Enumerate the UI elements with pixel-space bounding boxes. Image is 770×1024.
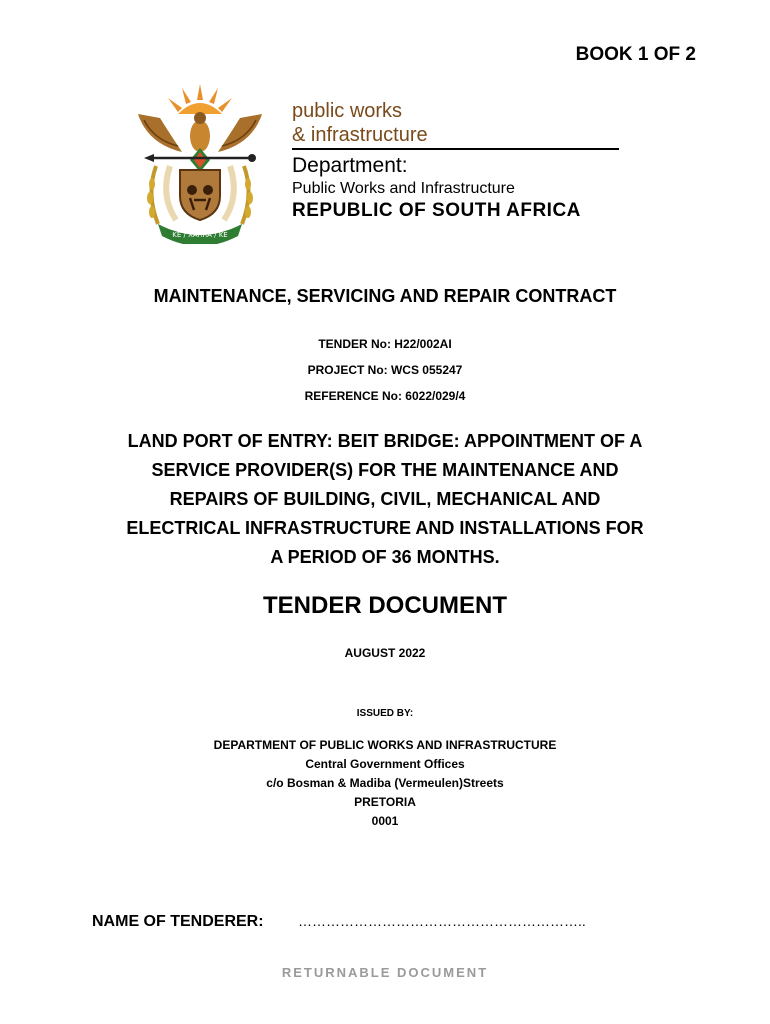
returnable-document-label: RETURNABLE DOCUMENT <box>281 965 489 980</box>
issuer-address <box>0 736 770 831</box>
issuer-line: DEPARTMENT OF PUBLIC WORKS AND INFRASTRUCTURE <box>213 738 557 752</box>
tenderer-name-label: NAME OF TENDERER: <box>92 913 264 930</box>
contract-title: MAINTENANCE, SERVICING AND REPAIR CONTRACT <box>153 286 617 306</box>
tenderer-name-field[interactable]: …………………………………………………….. <box>298 913 586 929</box>
document-date: AUGUST 2022 <box>344 646 426 660</box>
project-line: A PERIOD OF 36 MONTHS. <box>270 547 500 567</box>
document-title: TENDER DOCUMENT <box>263 592 507 619</box>
logo-line-infrastructure: & infrastructure <box>292 124 428 146</box>
issuer-line: PRETORIA <box>354 795 416 809</box>
logo-department: Department: <box>292 154 408 177</box>
issued-by-label: ISSUED BY: <box>356 708 414 719</box>
reference-number: REFERENCE No: 6022/029/4 <box>304 389 466 403</box>
book-label: BOOK 1 OF 2 <box>575 44 696 65</box>
project-line: ELECTRICAL INFRASTRUCTURE AND INSTALLATIONS FOR <box>126 518 644 538</box>
logo-divider <box>292 148 619 150</box>
project-line: LAND PORT OF ENTRY: BEIT BRIDGE: APPOINTMENT OF A <box>127 431 643 451</box>
logo-department-name: Public Works and Infrastructure <box>292 180 515 197</box>
project-line: SERVICE PROVIDER(S) FOR THE MAINTENANCE AND <box>151 460 619 480</box>
logo-country: REPUBLIC OF SOUTH AFRICA <box>292 200 581 221</box>
issuer-line: 0001 <box>371 814 399 828</box>
logo-line-public-works: public works <box>292 100 403 122</box>
project-description <box>0 427 770 572</box>
project-number: PROJECT No: WCS 055247 <box>307 363 463 377</box>
coat-of-arms-icon <box>130 74 270 244</box>
tender-number: TENDER No: H22/002AI <box>318 337 452 351</box>
issuer-line: Central Government Offices <box>305 757 465 771</box>
issuer-line: c/o Bosman & Madiba (Vermeulen)Streets <box>266 776 504 790</box>
project-line: REPAIRS OF BUILDING, CIVIL, MECHANICAL AND <box>169 489 601 509</box>
crest-motto: KE / XARRA / KE <box>172 231 228 239</box>
